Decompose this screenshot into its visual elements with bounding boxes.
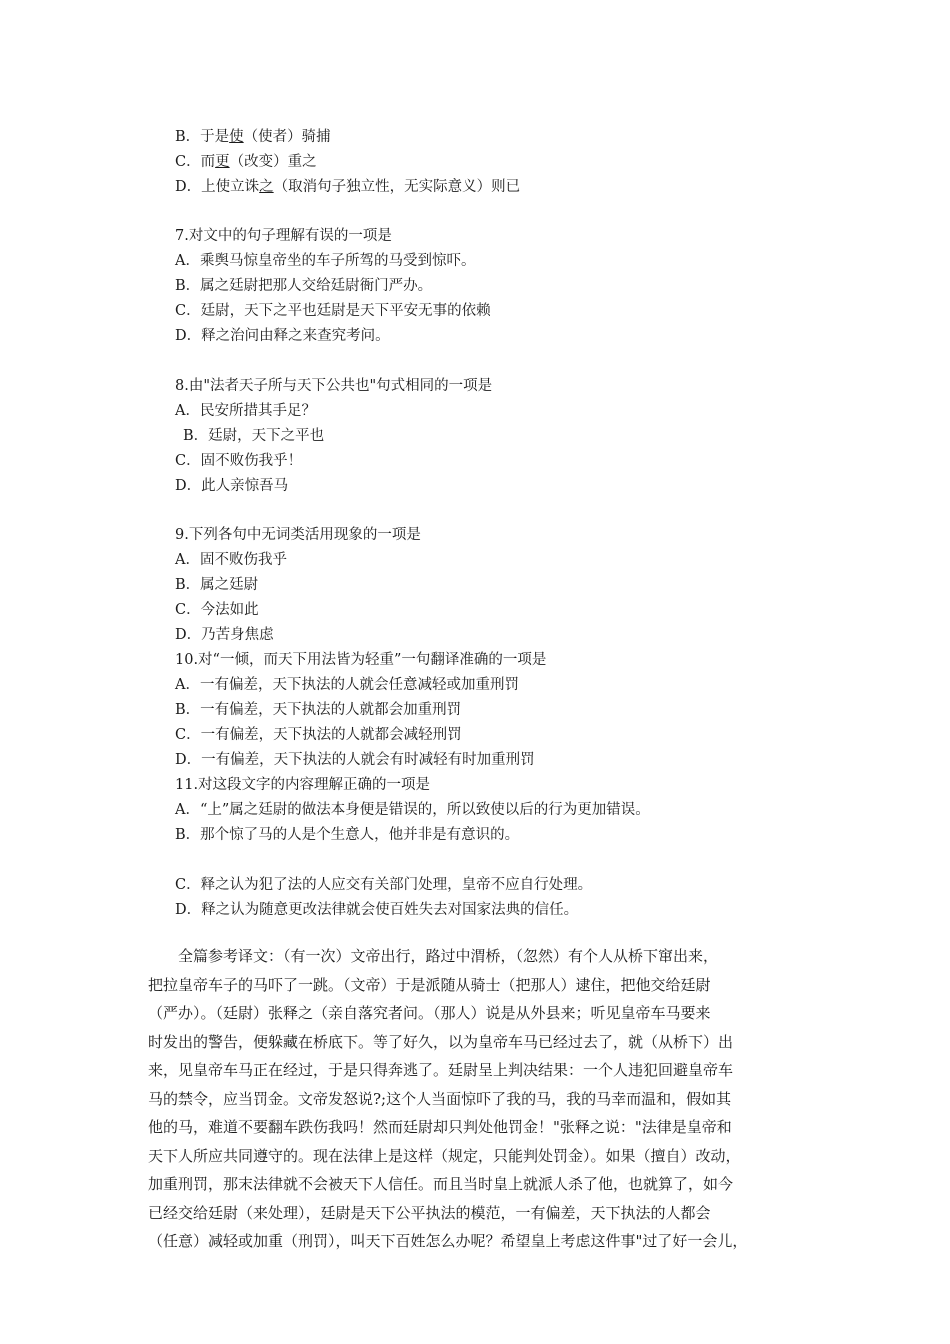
option-b: B．一有偏差，天下执法的人就都会加重刑罚 [175,702,462,718]
question-stem: 10.对“一倾，而天下用法皆为轻重”一句翻译准确的一项是 [175,652,547,668]
option-c: C．一有偏差，天下执法的人就都会减轻刑罚 [175,727,462,743]
translation-line: （严办）。（廷尉）张释之（亲自落究者问。（那人）说是从外县来；听见皇帝车马要来 [148,1004,711,1022]
question-10 [175,648,835,773]
translation-line: 已经交给廷尉（来处理），廷尉是天下公平执法的模范，一有偏差，天下执法的人都会 [148,1203,711,1222]
option-c: C．今法如此 [175,602,259,618]
option-a: A．民安所措其手足？ [175,403,316,419]
translation-line: 全篇参考译文：（有一次）文帝出行，路过中渭桥，（忽然）有个人从桥下窜出来， [148,947,719,965]
question-stem: 9.下列各句中无词类活用现象的一项是 [175,527,421,543]
translation-line: 时发出的警告，便躲藏在桥底下。等了好久，以为皇帝车马已经过去了，就（从桥下）出 [148,1032,734,1051]
underlined-word: 之 [259,179,274,195]
option-c: C．固不败伤我乎！ [175,453,303,469]
translation-line: （任意）减轻或加重（刑罚），叫天下百姓怎么办呢？希望皇上考虑这件事"过了好一会儿， [148,1232,748,1250]
option-d: D．释之认为随意更改法律就会使百姓失去对国家法典的信任。 [175,902,579,918]
question-6-option-d: D．上使立诛之（取消句子独立性，无实际意义）则已 [175,179,521,195]
translation-line: 加重刑罚，那末法律就不会被天下人信任。而且当时皇上就派人杀了他，也就算了，如今 [148,1175,734,1193]
question-8 [175,374,835,499]
option-b: B．属之廷尉把那人交给廷尉衙门严办。 [175,278,433,294]
reference-translation [148,942,818,1256]
translation-line: 天下人所应共同遵守的。现在法律上是这样（规定，只能判处罚金）。如果（擅自）改动， [148,1146,741,1165]
option-d: D．释之治问由释之来查究考问。 [175,328,390,344]
option-b: B．属之廷尉 [175,577,259,593]
option-d: D．乃苦身焦虑 [175,627,274,643]
option-a: A．固不败伤我乎 [175,552,287,568]
underlined-word: 使 [229,129,244,145]
question-6-option-c: C．而更（改变）重之 [175,154,317,170]
option-d: D．此人亲惊吾马 [175,478,289,494]
question-7 [175,224,835,349]
translation-line: 他的马，难道不要翻车跌伤我吗！然而廷尉却只判处他罚金！"张释之说："法律是皇帝和 [148,1118,732,1136]
option-d: D．一有偏差，天下执法的人就会有时减轻有时加重刑罚 [175,752,535,768]
question-6-option-b: B．于是使（使者）骑捕 [175,129,331,145]
option-a: A．乘舆马惊皇帝坐的车子所驾的马受到惊吓。 [175,253,476,269]
option-b: B．那个惊了马的人是个生意人，他并非是有意识的。 [175,827,520,843]
question-9 [175,523,835,648]
question-stem: 8.由"法者天子所与天下公共也"句式相同的一项是 [175,378,493,394]
option-a: A．一有偏差，天下执法的人就会任意减轻或加重刑罚 [175,677,519,693]
option-c: C．廷尉，天下之平也廷尉是天下平安无事的依赖 [175,303,491,319]
question-stem: 11.对这段文字的内容理解正确的一项是 [175,777,431,793]
option-a: A．“上”属之廷尉的做法本身便是错误的，所以致使以后的行为更加错误。 [175,802,650,818]
translation-line: 把拉皇帝车子的马吓了一跳。（文帝）于是派随从骑士（把那人）逮住，把他交给廷尉 [148,975,711,994]
question-stem: 7.对文中的句子理解有误的一项是 [175,228,392,244]
option-c: C．释之认为犯了法的人应交有关部门处理，皇帝不应自行处理。 [175,877,593,893]
translation-line: 马的禁令，应当罚金。文帝发怒说?;这个人当面惊吓了我的马，我的马幸而温和，假如其 [148,1089,732,1108]
question-11 [175,773,835,923]
option-b: B．廷尉，天下之平也 [183,428,325,444]
spacer [175,848,835,873]
translation-line: 来，见皇帝车马正在经过，于是只得奔逃了。廷尉呈上判决结果：一个人违犯回避皇帝车 [148,1061,734,1079]
question-6-options [175,125,835,200]
underlined-word: 更 [215,154,230,170]
